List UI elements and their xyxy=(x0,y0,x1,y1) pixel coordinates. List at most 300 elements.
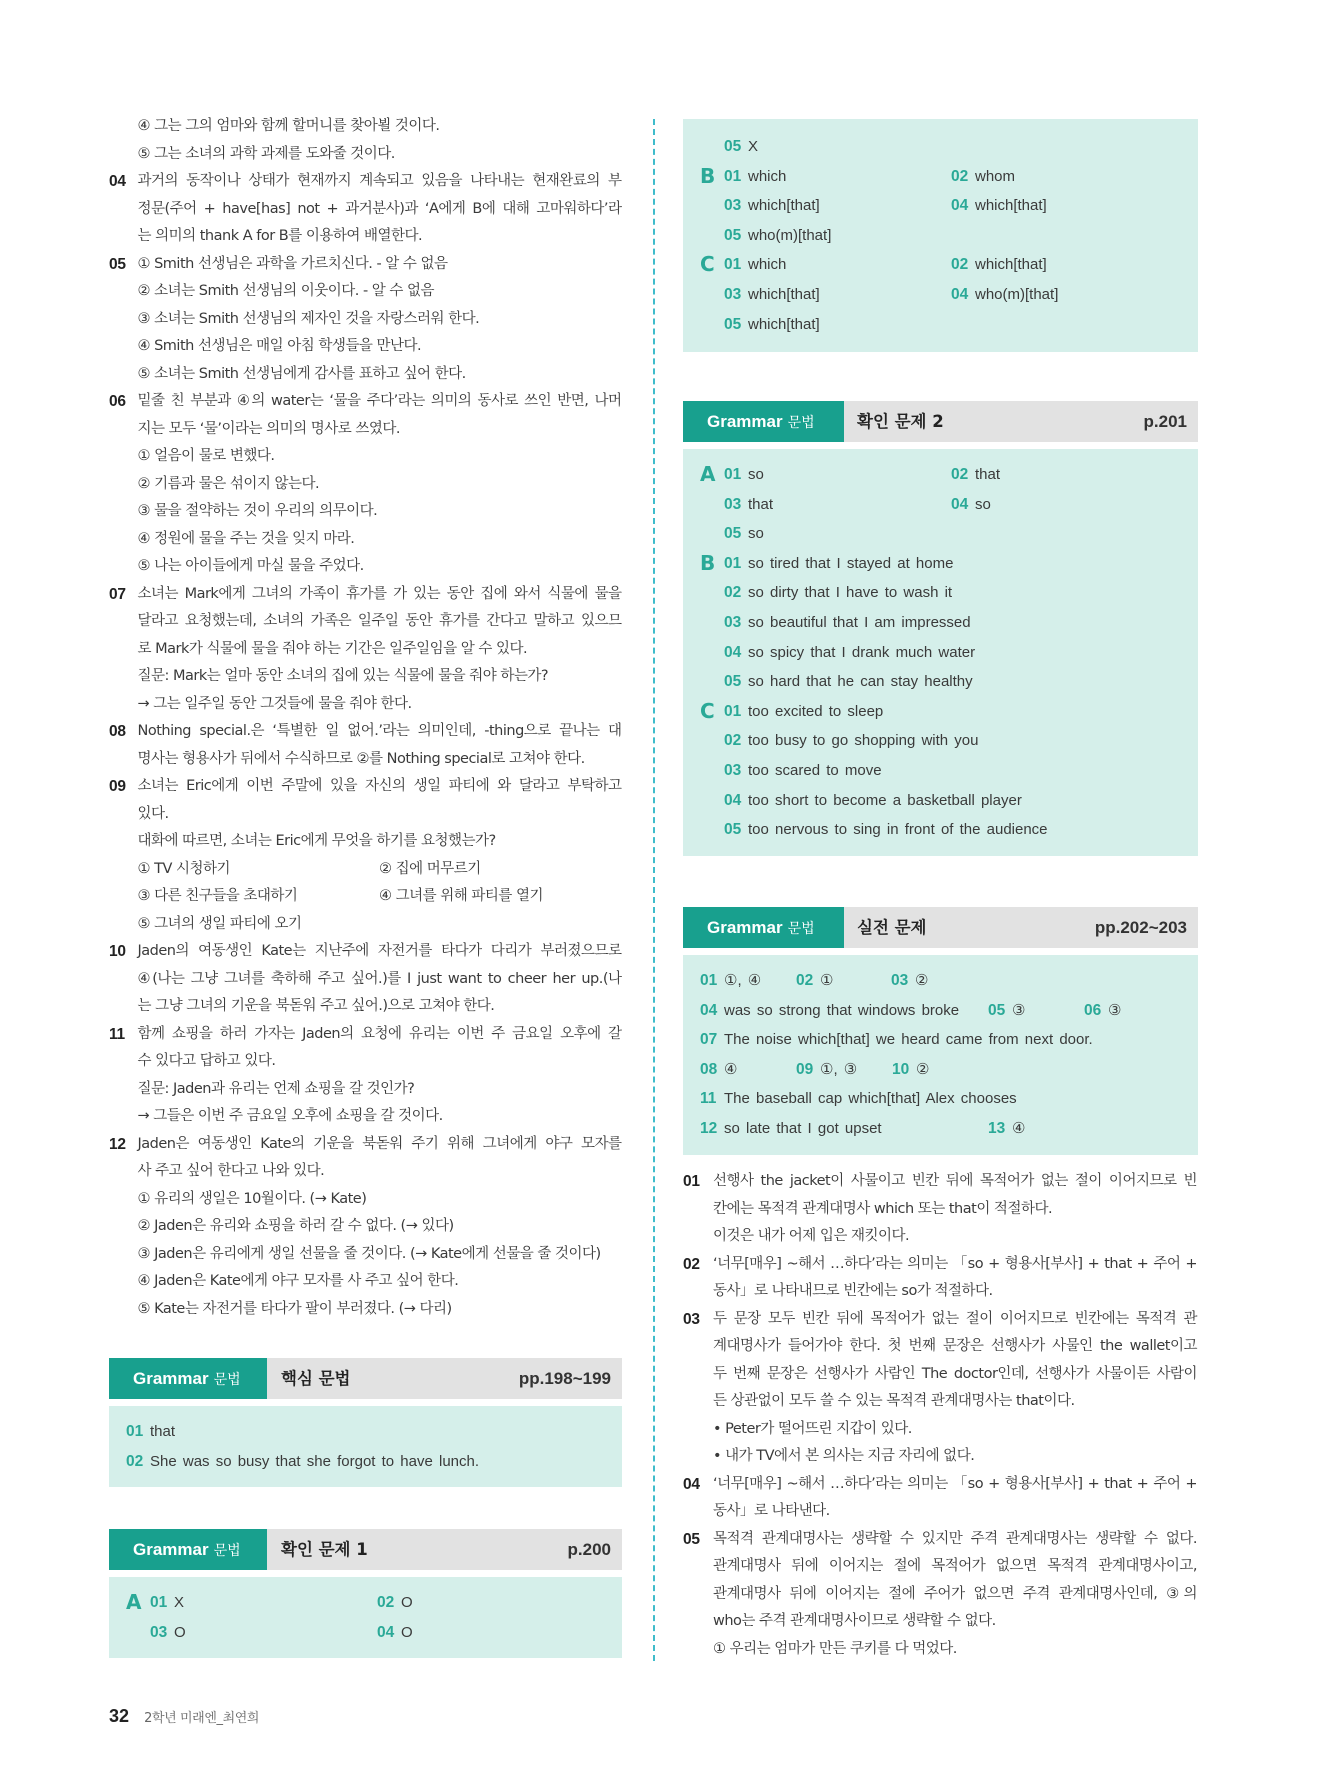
answer-row xyxy=(683,608,1198,638)
grammar-box-practice xyxy=(683,907,1198,1155)
box-title: 확인 문제 1 xyxy=(281,1540,368,1559)
explanation-item xyxy=(109,773,624,938)
paragraph-line: 함께 쇼핑을 하러 가자는 Jaden의 요청에 유리는 이번 주 금요일 오후에 갈 xyxy=(137,1025,622,1042)
right-column-explanations xyxy=(683,1168,1198,1663)
answer-text: so xyxy=(748,466,764,483)
answer-text: too scared to move xyxy=(748,761,882,779)
answer-text: too nervous to sing in front of the audience xyxy=(748,821,1048,839)
item-number: 06 xyxy=(109,393,126,410)
answer-number: 05 xyxy=(724,673,742,691)
paragraph-line: 지는 모두 ‘물’이라는 의미의 명사로 쓰였다. xyxy=(137,420,400,437)
answer-row xyxy=(683,460,1198,490)
box-header xyxy=(109,1529,622,1570)
answer-list xyxy=(109,1577,622,1658)
item-body xyxy=(713,1526,1197,1664)
explanation-item xyxy=(109,251,624,389)
answer-number: 04 xyxy=(377,1623,395,1641)
answer-text: which[that] xyxy=(748,285,820,303)
answer-text: which xyxy=(748,256,787,274)
grammar-tag-english: Grammar xyxy=(133,1540,209,1559)
box-title: 확인 문제 2 xyxy=(857,412,944,431)
box-title: 핵심 문법 xyxy=(281,1369,351,1388)
answer-row xyxy=(683,786,1198,816)
answer-text: that xyxy=(975,466,1001,483)
grammar-tag xyxy=(109,1358,267,1399)
sub-line: ② 소녀는 Smith 선생님의 이웃이다. - 알 수 없음 xyxy=(137,283,435,299)
answer-text: ③ xyxy=(1012,1001,1026,1019)
sub-line: ③ 소녀는 Smith 선생님의 제자인 것을 자랑스러워 한다. xyxy=(137,310,480,327)
answer-number: 01 xyxy=(724,466,742,483)
answer-number: 02 xyxy=(724,732,742,750)
answer-number: 04 xyxy=(724,791,742,809)
grammar-tag xyxy=(109,1529,267,1570)
answer-row xyxy=(683,667,1198,697)
paragraph-line: Jaden은 여동생인 Kate의 기운을 북돋워 주기 위해 그녀에게 야구 모자를 xyxy=(137,1135,622,1152)
answer-cell xyxy=(724,578,952,608)
sub-line: 이것은 내가 어제 입은 재킷이다. xyxy=(713,1228,910,1244)
answer-row xyxy=(683,1055,1198,1085)
sub-line: 대화에 따르면, 소녀는 Eric에게 무엇을 하기를 요청했는가? xyxy=(137,833,496,849)
answer-cell xyxy=(724,756,882,786)
item-number: 07 xyxy=(109,585,126,603)
option-text: ② 집에 머무르기 xyxy=(379,860,481,877)
item-body xyxy=(138,1131,622,1324)
answer-text: which[that] xyxy=(975,197,1047,215)
grammar-tag xyxy=(683,401,844,442)
answer-text: that xyxy=(748,495,774,513)
answer-list xyxy=(683,449,1198,856)
paragraph-line: 과거의 동작이나 상태가 현재까지 계속되고 있음을 나타내는 현재완료의 부 xyxy=(137,173,622,189)
option-text: ④ 그녀를 위해 파티를 열기 xyxy=(379,888,544,904)
answer-cell xyxy=(700,966,761,996)
box-header xyxy=(683,907,1198,948)
grammar-box-check-1-continued xyxy=(683,119,1198,352)
paragraph-line: 로 Mark가 식물에 물을 줘야 하는 기간은 일주일임을 알 수 있다. xyxy=(137,640,528,657)
item-body xyxy=(713,1306,1197,1471)
answer-cell xyxy=(126,1417,175,1447)
sub-line: 질문: Mark는 얼마 동안 소녀의 집에 있는 식물에 물을 줘야 하는가? xyxy=(137,668,549,684)
answer-number: 01 xyxy=(700,972,718,989)
answer-cell xyxy=(724,697,883,727)
answer-text: ④ xyxy=(724,1060,738,1078)
section-letter: C xyxy=(700,698,715,723)
answer-text: ③ xyxy=(1108,1001,1122,1019)
answer-number: 01 xyxy=(724,702,742,720)
answer-number: 03 xyxy=(724,495,742,513)
answer-text: ② xyxy=(916,1060,930,1078)
answer-row xyxy=(683,1114,1198,1144)
paragraph-line: 동사」로 나타낸다. xyxy=(713,1503,830,1519)
paragraph-line: 는 그냥 그녀의 기운을 북돋워 주고 싶어.)으로 고쳐야 한다. xyxy=(137,998,495,1014)
paragraph-line: 소녀는 Eric에게 이번 주말에 있을 자신의 생일 파티에 와 달라고 부탁하고 xyxy=(137,778,622,794)
answer-cell xyxy=(724,667,973,697)
answer-text: X xyxy=(748,138,759,155)
answer-cell xyxy=(724,549,953,579)
answer-row xyxy=(109,1618,622,1648)
answer-cell xyxy=(724,221,831,251)
answer-row xyxy=(683,310,1198,340)
explanation-item xyxy=(683,1471,1198,1526)
explanation-item xyxy=(109,168,624,251)
item-body xyxy=(138,581,622,719)
item-body xyxy=(138,251,622,389)
paragraph-line: 수 있다고 답하고 있다. xyxy=(137,1053,276,1069)
answer-number: 01 xyxy=(724,167,742,185)
sub-line: ① 우리는 엄마가 만든 쿠키를 다 먹었다. xyxy=(713,1640,957,1657)
paragraph-line: 있다. xyxy=(137,805,169,822)
answer-cell xyxy=(951,250,1047,280)
grammar-box-check-2 xyxy=(683,401,1198,856)
answer-list xyxy=(109,1406,622,1487)
paragraph-line: 달라고 요청했는데, 소녀의 가족은 일주일 동안 휴가를 간다고 말하고 있으므 xyxy=(137,613,622,629)
answer-number: 04 xyxy=(951,495,969,513)
sub-line: ② Jaden은 유리와 쇼핑을 하러 갈 수 없다. (→ 있다) xyxy=(137,1218,454,1234)
answer-row xyxy=(683,250,1198,280)
answer-cell xyxy=(724,815,1048,845)
sub-line: ① Smith 선생님은 과학을 가르치신다. - 알 수 없음 xyxy=(137,255,448,272)
item-body xyxy=(138,938,622,1021)
paragraph-line: 계대명사가 들어가야 한다. 첫 번째 문장은 선행사가 사물인 the wallet이고 xyxy=(713,1338,1197,1354)
answer-text: so hard that he can stay healthy xyxy=(748,673,973,691)
section-letter: B xyxy=(700,550,716,575)
explanation-item xyxy=(109,938,624,1021)
answer-text: She was so busy that she forgot to have lunch. xyxy=(150,1452,480,1470)
answer-text: O xyxy=(174,1623,186,1641)
answer-text: so xyxy=(748,525,764,543)
answer-row xyxy=(683,519,1198,549)
item-number: 11 xyxy=(109,1025,125,1043)
sub-line: ④ Smith 선생님은 매일 아침 학생들을 만난다. xyxy=(137,338,422,354)
answer-number: 11 xyxy=(700,1090,717,1108)
item-number: 10 xyxy=(109,943,126,960)
answer-text: ①, ④ xyxy=(724,972,762,989)
item-body xyxy=(138,168,622,251)
answer-text: too short to become a basketball player xyxy=(748,791,1022,809)
grammar-tag xyxy=(683,907,844,948)
grammar-tag-korean: 문법 xyxy=(213,1372,241,1388)
page-footer xyxy=(109,1704,259,1728)
sub-line: 질문: Jaden과 유리는 언제 쇼핑을 갈 것인가? xyxy=(137,1080,415,1097)
answer-row xyxy=(683,1025,1198,1055)
answer-number: 03 xyxy=(150,1623,168,1641)
answer-text: too busy to go shopping with you xyxy=(748,732,979,750)
answer-cell xyxy=(951,162,1015,192)
left-column-explanations xyxy=(109,113,624,1323)
paragraph-line: ‘너무[매우] ~해서 …하다’라는 의미는 「so + 형용사[부사] + that + 주어 + xyxy=(713,1475,1197,1492)
answer-row xyxy=(683,549,1198,579)
item-number: 01 xyxy=(683,1173,700,1190)
answer-number: 01 xyxy=(724,256,742,274)
answer-number: 09 xyxy=(796,1060,814,1078)
paragraph-line: 밑줄 친 부분과 ④의 water는 ‘물을 주다’라는 의미의 동사로 쓰인 반면, 나머 xyxy=(137,393,622,409)
sub-line: ④ Jaden은 Kate에게 야구 모자를 사 주고 싶어 한다. xyxy=(137,1273,459,1289)
answer-list xyxy=(683,955,1198,1155)
explanation-item xyxy=(683,1168,1198,1251)
answer-text: ④ xyxy=(1012,1119,1026,1137)
answer-cell xyxy=(724,519,764,549)
section-letter: C xyxy=(700,252,715,277)
answer-number: 02 xyxy=(126,1452,144,1470)
answer-text: so spicy that I drank much water xyxy=(748,643,976,661)
answer-row xyxy=(683,132,1198,162)
item-number: 05 xyxy=(683,1530,700,1548)
answer-text: The noise which[that] we heard came from next door. xyxy=(724,1031,1093,1049)
answer-cell xyxy=(700,1025,1093,1055)
answer-text: which xyxy=(748,167,787,185)
answer-cell xyxy=(796,966,833,996)
paragraph-line: 정문(주어 + have[has] not + 과거분사)과 ‘A에게 B에 대해 고마워하다’라 xyxy=(137,200,622,217)
answer-cell xyxy=(377,1588,413,1618)
item-body xyxy=(713,1168,1197,1251)
answer-number: 04 xyxy=(724,643,742,661)
paragraph-line: Jaden의 여동생인 Kate는 지난주에 자전거를 타다가 다리가 부러졌으므로 xyxy=(137,943,622,959)
sub-line: ⑤ 그는 소녀의 과학 과제를 도와줄 것이다. xyxy=(137,145,395,162)
item-number: 12 xyxy=(109,1135,126,1153)
answer-row xyxy=(109,1588,622,1618)
explanation-item xyxy=(109,1021,624,1131)
answer-text: O xyxy=(401,1594,413,1611)
box-page-reference: pp.202~203 xyxy=(1094,918,1187,937)
answer-cell xyxy=(951,280,1058,310)
sub-line: ④ 그는 그의 엄마와 함께 할머니를 찾아뵐 것이다. xyxy=(137,118,440,134)
answer-cell xyxy=(724,638,975,668)
explanation-item xyxy=(683,1306,1198,1471)
item-number: 02 xyxy=(683,1255,700,1273)
grammar-tag-english: Grammar xyxy=(133,1369,209,1388)
item-body xyxy=(138,113,622,168)
answer-row xyxy=(683,996,1198,1026)
item-body xyxy=(138,773,622,938)
item-number: 04 xyxy=(109,173,126,190)
paragraph-line: 는 의미의 thank A for B를 이용하여 배열한다. xyxy=(137,228,423,244)
answer-cell xyxy=(724,608,971,638)
answer-cell xyxy=(988,996,1025,1026)
answer-text: too excited to sleep xyxy=(748,702,884,720)
answer-number: 04 xyxy=(951,197,969,215)
paragraph-line: 관계대명사 뒤에 이어지는 절에 목적어가 없으면 목적격 관계대명사이고, xyxy=(713,1558,1197,1574)
answer-cell xyxy=(951,460,1000,490)
answer-text: was so strong that windows broke xyxy=(724,1001,960,1019)
answer-cell xyxy=(150,1618,186,1648)
answer-text: which[that] xyxy=(748,315,820,333)
answer-text: so xyxy=(975,495,991,513)
paragraph-line: 선행사 the jacket이 사물이고 빈칸 뒤에 목적어가 없는 절이 이어지므로 빈 xyxy=(713,1173,1197,1189)
answer-cell xyxy=(700,996,959,1026)
answer-list xyxy=(683,119,1198,352)
answer-text: ② xyxy=(915,972,929,989)
option-text: ③ 다른 친구들을 초대하기 xyxy=(137,888,298,904)
item-number: 04 xyxy=(683,1475,700,1493)
item-number: 05 xyxy=(109,255,126,273)
option-row xyxy=(138,883,622,911)
answer-text: which[that] xyxy=(975,256,1047,274)
paragraph-line: who는 주격 관계대명사이므로 생략할 수 없다. xyxy=(713,1613,996,1629)
explanation-item xyxy=(683,1526,1198,1664)
option-text: ① TV 시청하기 xyxy=(137,860,231,877)
answer-text: that xyxy=(150,1423,176,1440)
sub-line: • 내가 TV에서 본 의사는 지금 자리에 없다. xyxy=(713,1448,975,1464)
answer-row xyxy=(683,490,1198,520)
answer-number: 02 xyxy=(796,972,814,989)
answer-cell xyxy=(700,1084,1017,1114)
grammar-box-core-grammar xyxy=(109,1358,622,1487)
answer-number: 02 xyxy=(377,1594,395,1611)
answer-row xyxy=(683,697,1198,727)
answer-text: so late that I got upset xyxy=(724,1119,882,1137)
paragraph-line: 명사는 형용사가 뒤에서 수식하므로 ②를 Nothing special로 고쳐야 한다. xyxy=(137,750,585,767)
answer-row xyxy=(683,966,1198,996)
answer-cell xyxy=(988,1114,1025,1144)
item-body xyxy=(138,1021,622,1131)
answer-number: 05 xyxy=(724,226,742,244)
answer-cell xyxy=(724,786,1022,816)
answer-cell xyxy=(1084,996,1121,1026)
sub-line: ⑤ 소녀는 Smith 선생님에게 감사를 표하고 싶어 한다. xyxy=(137,365,466,382)
item-body xyxy=(138,718,622,773)
answer-number: 03 xyxy=(724,613,742,631)
answer-text: so tired that I stayed at home xyxy=(748,554,954,572)
sub-line: ⑤ 그녀의 생일 파티에 오기 xyxy=(137,915,302,932)
answer-cell xyxy=(724,726,978,756)
paragraph-line: 소녀는 Mark에게 그녀의 가족이 휴가를 가 있는 동안 집에 와서 식물에 물을 xyxy=(137,585,622,602)
section-letter: A xyxy=(126,1590,142,1614)
answer-row xyxy=(683,221,1198,251)
box-page-reference: p.201 xyxy=(1143,412,1187,431)
answer-cell xyxy=(724,310,820,340)
sub-line: ④ 정원에 물을 주는 것을 잊지 마라. xyxy=(137,530,355,547)
sub-line: → 그는 일주일 동안 그것들에 물을 줘야 한다. xyxy=(137,695,412,712)
box-page-reference: p.200 xyxy=(567,1540,611,1559)
paragraph-line: ④(나는 그냥 그녀를 축하해 주고 싶어.)를 I just want to cheer her up.(나 xyxy=(137,970,622,987)
answer-cell xyxy=(724,162,786,192)
paragraph-line: 칸에는 목적격 관계대명사 which 또는 that이 적절하다. xyxy=(713,1200,1053,1217)
answer-cell xyxy=(892,1055,929,1085)
answer-number: 05 xyxy=(724,821,742,839)
answer-number: 04 xyxy=(951,285,969,303)
answer-number: 07 xyxy=(700,1031,718,1049)
answer-text: so beautiful that I am impressed xyxy=(748,613,971,631)
paragraph-line: 목적격 관계대명사는 생략할 수 있지만 주격 관계대명사는 생략할 수 없다. xyxy=(713,1530,1197,1547)
explanation-item xyxy=(109,388,624,581)
answer-cell xyxy=(700,1055,737,1085)
answer-row xyxy=(683,1084,1198,1114)
item-number: 09 xyxy=(109,778,126,795)
answer-row xyxy=(683,756,1198,786)
paragraph-line: 동사」로 나타내므로 빈칸에는 so가 적절하다. xyxy=(713,1283,993,1299)
grammar-tag-english: Grammar xyxy=(707,412,783,431)
grammar-tag-korean: 문법 xyxy=(787,415,815,431)
item-number: 08 xyxy=(109,723,126,740)
explanation-item xyxy=(109,113,624,168)
answer-row xyxy=(683,280,1198,310)
paragraph-line: Nothing special.은 ‘특별한 일 없어.’라는 의미인데, -thing으로 끝나는 대 xyxy=(137,723,622,739)
sub-line: ③ 물을 절약하는 것이 우리의 의무이다. xyxy=(137,503,378,519)
answer-number: 03 xyxy=(724,285,742,303)
answer-number: 05 xyxy=(988,1001,1006,1019)
answer-number: 10 xyxy=(892,1060,910,1078)
answer-number: 02 xyxy=(951,466,969,483)
sub-line: → 그들은 이번 주 금요일 오후에 쇼핑을 갈 것이다. xyxy=(137,1108,443,1124)
answer-cell xyxy=(724,490,773,520)
answer-text: O xyxy=(401,1623,413,1641)
box-page-reference: pp.198~199 xyxy=(518,1369,611,1388)
answer-number: 02 xyxy=(724,584,742,602)
answer-number: 02 xyxy=(951,167,969,185)
box-title: 실전 문제 xyxy=(857,918,927,937)
book-label: 2학년 미래엔_최연희 xyxy=(144,1711,260,1726)
answer-text: who(m)[that] xyxy=(975,285,1059,303)
grammar-tag-korean: 문법 xyxy=(787,921,815,937)
answer-number: 03 xyxy=(724,761,742,779)
answer-number: 01 xyxy=(150,1594,168,1611)
answer-row xyxy=(683,638,1198,668)
answer-cell xyxy=(150,1588,184,1618)
paragraph-line: 관계대명사 뒤에 이어지는 절에 주어가 없으면 주격 관계대명사인데, ③의 xyxy=(713,1585,1197,1602)
answer-row xyxy=(109,1417,622,1447)
answer-number: 08 xyxy=(700,1060,718,1078)
paragraph-line: 든 상관없이 모두 쓸 수 있는 목적격 관계대명사는 that이다. xyxy=(713,1393,1075,1409)
answer-row xyxy=(683,726,1198,756)
answer-cell xyxy=(724,460,764,490)
answer-text: so dirty that I have to wash it xyxy=(748,584,953,602)
answer-number: 03 xyxy=(724,197,742,215)
answer-cell xyxy=(724,132,758,162)
paragraph-line: ‘너무[매우] ~해서 …하다’라는 의미는 「so + 형용사[부사] + that + 주어 + xyxy=(713,1255,1197,1272)
answer-cell xyxy=(724,280,820,310)
item-body xyxy=(713,1471,1197,1526)
explanation-item xyxy=(109,581,624,719)
box-header xyxy=(109,1358,622,1399)
answer-number: 05 xyxy=(724,525,742,543)
sub-line: ⑤ Kate는 자전거를 타다가 팔이 부러졌다. (→ 다리) xyxy=(137,1300,452,1317)
item-number: 03 xyxy=(683,1310,700,1328)
answer-text: ①, ③ xyxy=(820,1060,858,1078)
answer-text: whom xyxy=(975,167,1016,185)
sub-line: ① 얼음이 물로 변했다. xyxy=(137,448,275,464)
grammar-tag-korean: 문법 xyxy=(213,1543,241,1559)
sub-line: ② 기름과 물은 섞이지 않는다. xyxy=(137,475,320,492)
page-number: 32 xyxy=(109,1706,130,1726)
answer-number: 02 xyxy=(951,256,969,274)
answer-number: 01 xyxy=(126,1423,144,1440)
section-letter: B xyxy=(700,163,716,188)
grammar-tag-english: Grammar xyxy=(707,918,783,937)
column-divider xyxy=(653,119,655,1661)
answer-number: 05 xyxy=(724,315,742,333)
answer-cell xyxy=(377,1618,413,1648)
answer-number: 03 xyxy=(891,972,909,989)
answer-row xyxy=(683,578,1198,608)
answer-row xyxy=(109,1447,622,1477)
answer-text: ① xyxy=(820,972,834,989)
item-body xyxy=(138,388,622,581)
answer-cell xyxy=(126,1447,479,1477)
answer-cell xyxy=(796,1055,857,1085)
answer-number: 01 xyxy=(724,554,742,572)
grammar-box-check-1 xyxy=(109,1529,622,1658)
answer-row xyxy=(683,191,1198,221)
sub-line: • Peter가 떨어뜨린 지갑이 있다. xyxy=(713,1420,912,1437)
sub-line: ① 유리의 생일은 10월이다. (→ Kate) xyxy=(137,1190,367,1207)
answer-text: who(m)[that] xyxy=(748,226,832,244)
answer-number: 05 xyxy=(724,138,742,155)
answer-row xyxy=(683,815,1198,845)
answer-text: The baseball cap which[that] Alex chooses xyxy=(724,1090,1017,1108)
sub-line: ③ Jaden은 유리에게 생일 선물을 줄 것이다. (→ Kate에게 선물을 줄 것이다) xyxy=(137,1245,601,1262)
option-row xyxy=(138,856,622,884)
answer-number: 06 xyxy=(1084,1001,1102,1019)
sub-line: ⑤ 나는 아이들에게 마실 물을 주었다. xyxy=(137,558,364,574)
